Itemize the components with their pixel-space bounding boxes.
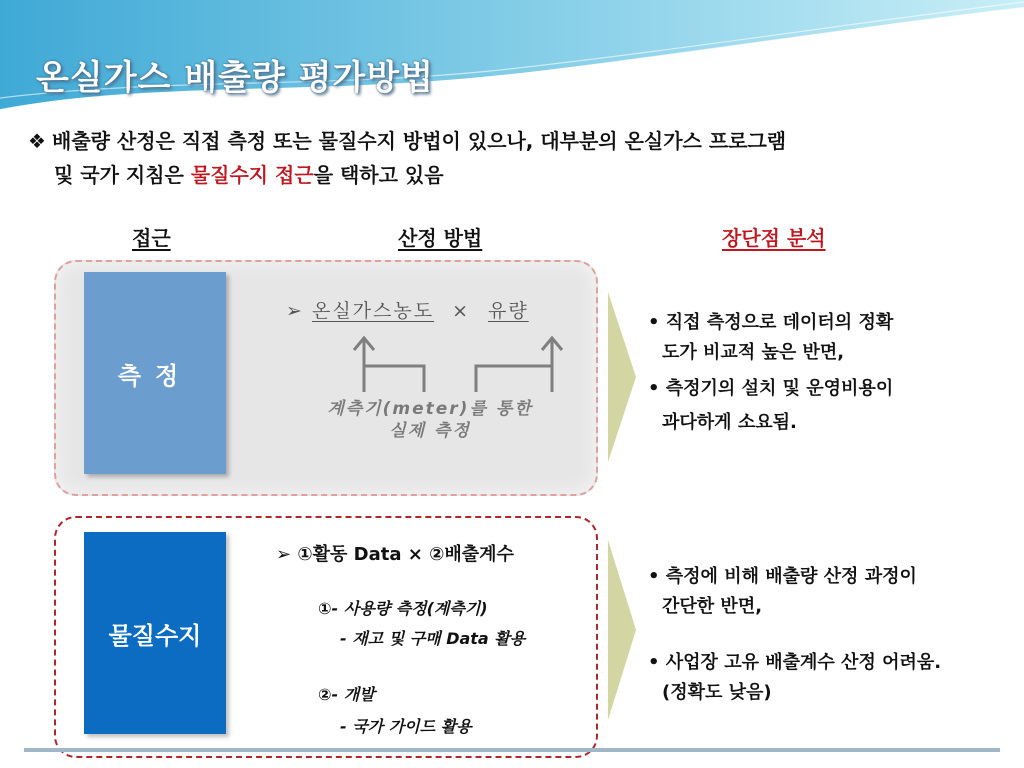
measurement-label: 측정 xyxy=(84,272,226,474)
chevron-right-icon xyxy=(606,540,636,720)
formula-term-concentration: 온실가스농도 xyxy=(311,300,435,322)
formula-arrow-icon: ➢ xyxy=(286,300,304,322)
intro-text xyxy=(28,124,998,192)
intro-line-2-prefix: 및 국가 지침은 xyxy=(54,163,191,187)
mass-balance-point-2: 간단한 반면, xyxy=(662,596,763,617)
measurement-connector-arrows xyxy=(330,330,590,400)
column-heading-approach: 접근 xyxy=(132,226,171,250)
slide-title: 온실가스 배출량 평가방법 xyxy=(36,58,434,98)
emission-factor-item-2a: ②- 개발 xyxy=(318,685,375,704)
meter-note-line-1: 계측기(meter)를 통한 xyxy=(327,399,533,419)
measurement-pros-cons xyxy=(648,308,893,438)
measurement-point-4: 과다하게 소요됨. xyxy=(662,412,797,433)
activity-data-item-1a: ①- 사용량 측정(계측기) xyxy=(318,599,488,618)
diamond-bullet-icon: ❖ xyxy=(28,129,46,153)
meter-note xyxy=(300,398,560,442)
mass-balance-point-4: (정확도 낮음) xyxy=(662,682,772,703)
measurement-formula xyxy=(286,296,529,323)
bottom-divider xyxy=(24,748,1000,752)
column-heading-analysis: 장단점 분석 xyxy=(722,226,826,250)
mass-balance-point-1: • 측정에 비해 배출량 산정 과정이 xyxy=(648,566,917,587)
mass-balance-pros-cons xyxy=(648,562,941,708)
mass-balance-formula: ➢ ①활동 Data × ②배출계수 xyxy=(276,544,514,565)
mass-balance-point-3: • 사업장 고유 배출계수 산정 어려움. xyxy=(648,652,942,673)
intro-line-2 xyxy=(28,158,998,192)
intro-line-1-text: 배출량 산정은 직접 측정 또는 물질수지 방법이 있으나, 대부분의 온실가스 프로그램 xyxy=(52,129,787,153)
measurement-point-1: • 직접 측정으로 데이터의 정확 xyxy=(648,312,894,333)
activity-data-item-1b: - 재고 및 구매 Data 활용 xyxy=(340,629,526,648)
measurement-point-2: 도가 비교적 높은 반면, xyxy=(662,342,845,363)
formula-times: × xyxy=(452,300,471,322)
mass-balance-label: 물질수지 xyxy=(84,532,226,734)
meter-note-line-2: 실제 측정 xyxy=(389,421,471,441)
column-heading-method: 산정 방법 xyxy=(398,226,483,250)
emission-factor-item-2b: - 국가 가이드 활용 xyxy=(340,717,472,736)
measurement-point-3: • 측정기의 설치 및 운영비용이 xyxy=(648,378,894,399)
intro-line-1 xyxy=(28,124,998,158)
formula-term-flow: 유량 xyxy=(488,300,529,322)
chevron-right-icon xyxy=(606,292,636,462)
intro-highlight: 물질수지 접근 xyxy=(190,163,314,187)
intro-line-2-suffix: 을 택하고 있음 xyxy=(313,163,444,187)
